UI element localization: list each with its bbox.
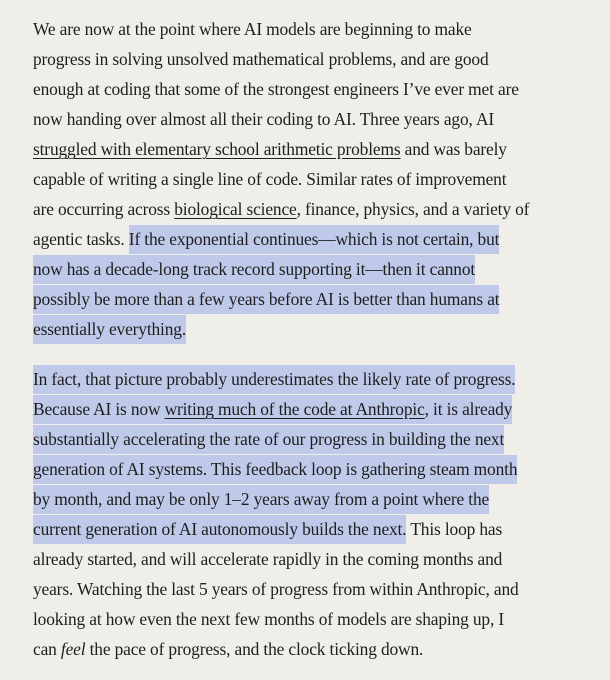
text-line bbox=[33, 194, 593, 224]
highlighted-text: , it is already bbox=[425, 395, 513, 424]
text-segment: and was barely bbox=[400, 139, 507, 159]
text-line bbox=[33, 364, 593, 394]
text-line bbox=[33, 484, 593, 514]
text-line bbox=[33, 514, 593, 544]
text-segment: capable of writing a single line of code. Similar rates of improvement bbox=[33, 169, 507, 189]
text-segment: the pace of progress, and the clock ticking down. bbox=[85, 639, 424, 659]
emphasis-text: feel bbox=[60, 639, 86, 659]
text-line bbox=[33, 224, 593, 254]
highlighted-text: generation of AI systems. This feedback loop is gathering steam month bbox=[33, 455, 517, 484]
text-line bbox=[33, 14, 593, 44]
inline-link[interactable]: writing much of the code at Anthropic bbox=[165, 395, 425, 424]
inline-link[interactable]: struggled with elementary school arithmetic problems bbox=[33, 139, 401, 159]
text-segment: are occurring across bbox=[33, 199, 175, 219]
text-line bbox=[33, 74, 593, 104]
text-line bbox=[33, 254, 593, 284]
text-segment: already started, and will accelerate rapidly in the coming months and bbox=[33, 549, 503, 569]
highlighted-text: by month, and may be only 1–2 years away from a point where the bbox=[33, 485, 489, 514]
text-segment: looking at how even the next few months of models are shaping up, I bbox=[33, 609, 504, 629]
text-segment: , finance, physics, and a variety of bbox=[296, 199, 530, 219]
text-segment: now handing over almost all their coding to AI. Three years ago, AI bbox=[33, 109, 494, 129]
text-line bbox=[33, 314, 593, 344]
highlighted-text: now has a decade-long track record supporting it—then it cannot bbox=[33, 255, 475, 284]
highlighted-text: If the exponential continues—which is not certain, but bbox=[129, 225, 500, 254]
highlighted-text: possibly be more than a few years before AI is better than humans at bbox=[33, 285, 499, 314]
text-segment: progress in solving unsolved mathematical problems, and are good bbox=[33, 49, 489, 69]
highlighted-text: In fact, that picture probably underestimates the likely rate of progress. bbox=[33, 365, 515, 394]
text-line bbox=[33, 284, 593, 314]
text-line bbox=[33, 394, 593, 424]
paragraph bbox=[33, 14, 593, 344]
text-line bbox=[33, 44, 593, 74]
text-segment: enough at coding that some of the strongest engineers I’ve ever met are bbox=[33, 79, 519, 99]
text-line bbox=[33, 134, 593, 164]
text-segment: This loop has bbox=[406, 519, 503, 539]
text-line bbox=[33, 604, 593, 634]
text-segment: can bbox=[33, 639, 61, 659]
text-segment: agentic tasks. bbox=[33, 229, 129, 249]
text-line bbox=[33, 454, 593, 484]
highlighted-text: essentially everything. bbox=[33, 315, 186, 344]
text-line bbox=[33, 544, 593, 574]
article-body bbox=[33, 14, 593, 664]
text-line bbox=[33, 164, 593, 194]
highlighted-text: current generation of AI autonomously builds the next. bbox=[33, 515, 406, 544]
text-segment: We are now at the point where AI models are beginning to make bbox=[33, 19, 472, 39]
highlighted-text: substantially accelerating the rate of our progress in building the next bbox=[33, 425, 504, 454]
highlighted-text: Because AI is now bbox=[33, 395, 165, 424]
text-line bbox=[33, 574, 593, 604]
text-segment: years. Watching the last 5 years of progress from within Anthropic, and bbox=[33, 579, 519, 599]
text-line bbox=[33, 424, 593, 454]
paragraph bbox=[33, 364, 593, 664]
inline-link[interactable]: biological science bbox=[174, 199, 297, 219]
text-line bbox=[33, 104, 593, 134]
text-line bbox=[33, 634, 593, 664]
